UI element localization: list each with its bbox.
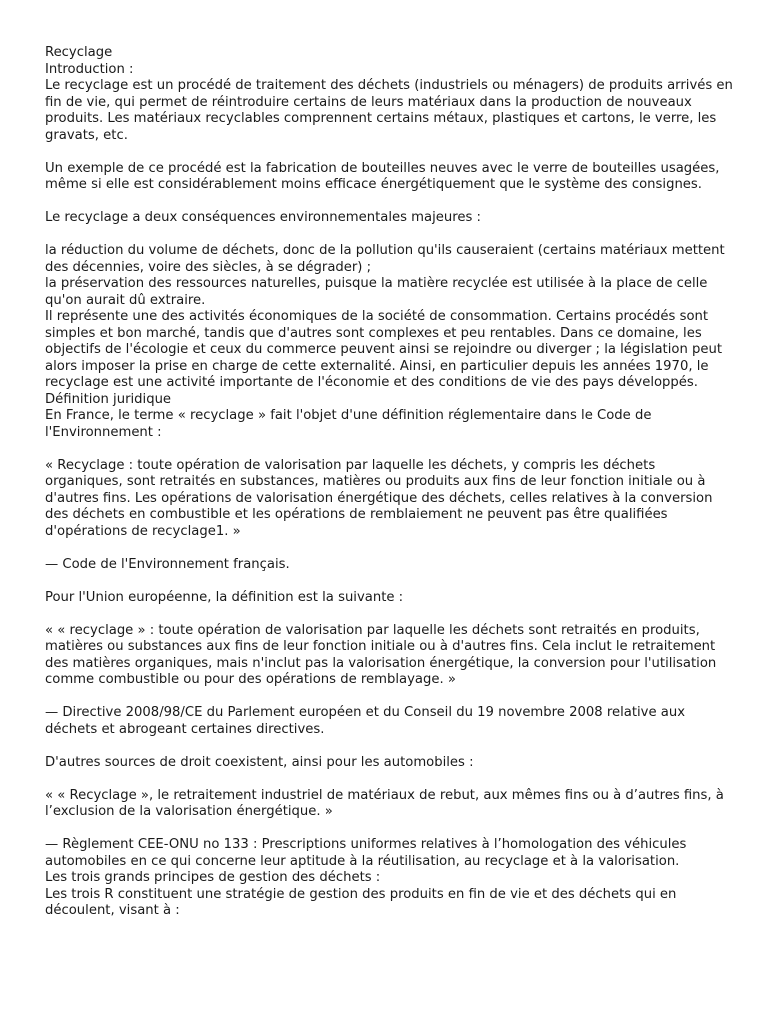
- paragraph-spacer: [45, 771, 735, 788]
- automobile-definition-quote: « « Recyclage », le retraitement industriel de matériaux de rebut, aux mêmes fins ou à d’autres fins, à l’exclusion de la valorisation énergétique. »: [45, 787, 729, 819]
- legal-definition-heading: Définition juridique: [45, 391, 172, 407]
- france-quote-source: — Code de l'Environnement français.: [45, 556, 290, 572]
- paragraph-spacer: [45, 441, 735, 458]
- document-page: [45, 45, 738, 920]
- paragraph-spacer: [45, 606, 735, 623]
- automobile-quote-source: — Règlement CEE-ONU no 133 : Prescriptions uniformes relatives à l’homologation des véhicules automobiles en ce qui concerne leur aptitude à la réutilisation, au recyclage et à la valorisation.: [45, 837, 691, 869]
- consequence-item-2: la préservation des ressources naturelles, puisque la matière recyclée est utilisée à la place de celle qu'on aurait dû extraire.: [45, 276, 712, 308]
- paragraph-spacer: [45, 227, 735, 244]
- eu-intro-paragraph: Pour l'Union européenne, la définition est la suivante :: [45, 589, 404, 605]
- france-definition-quote: « Recyclage : toute opération de valorisation par laquelle les déchets, y compris les déchets organiques, sont retraités en substances, matières ou produits aux fins de leur fonction initiale ou à d'autres fins. Les opérations de valorisation énergétique des déchets, celles relatives à la conversion des déchets en combustible et les opérations de remblaiement ne peuvent pas être qualifiées d'opérations de recyclage1. »: [45, 457, 717, 539]
- principles-paragraph: Les trois R constituent une stratégie de gestion des produits en fin de vie et des déchets qui en découlent, visant à :: [45, 886, 681, 918]
- paragraph-spacer: [45, 573, 735, 590]
- automobile-intro-paragraph: D'autres sources de droit coexistent, ainsi pour les automobiles :: [45, 754, 474, 770]
- intro-paragraph-2: Un exemple de ce procédé est la fabrication de bouteilles neuves avec le verre de bouteilles usagées, même si elle est considérablement moins efficace énergétiquement que le système des consignes.: [45, 160, 724, 192]
- france-intro-paragraph: En France, le terme « recyclage » fait l'objet d'une définition réglementaire dans le Code de l'Environnement :: [45, 408, 656, 440]
- economy-paragraph: Il représente une des activités économiques de la société de consommation. Certains procédés sont simples et bon marché, tandis que d'autres sont complexes et peu rentables. Dans ce domaine, les objectifs de l'écologie et ceux du commerce peuvent ainsi se rejoindre ou diverger ; la législation peut alors imposer la prise en charge de cette externalité. Ainsi, en particulier depuis les années 1970, le recyclage est une activité importante de l'économie et des conditions de vie des pays développés.: [45, 309, 727, 390]
- paragraph-spacer: [45, 821, 735, 838]
- paragraph-spacer: [45, 738, 735, 755]
- document-title: Recyclage: [45, 45, 113, 60]
- paragraph-spacer: [45, 689, 735, 706]
- intro-heading: Introduction :: [45, 61, 134, 77]
- principles-heading: Les trois grands principes de gestion des déchets :: [45, 870, 381, 885]
- paragraph-spacer: [45, 194, 735, 211]
- intro-paragraph-1: Le recyclage est un procédé de traitement des déchets (industriels ou ménagers) de produits arrivés en fin de vie, qui permet de réintroduire certains de leurs matériaux dans la production de nouveaux produits. Les matériaux recyclables comprennent certains métaux, plastiques et cartons, le verre, les gravats, etc.: [45, 78, 738, 143]
- intro-paragraph-3: Le recyclage a deux conséquences environnementales majeures :: [45, 210, 481, 225]
- consequence-item-1: la réduction du volume de déchets, donc de la pollution qu'ils causeraient (certains matériaux mettent des décennies, voire des siècles, à se dégrader) ;: [45, 243, 729, 275]
- eu-definition-quote: « « recyclage » : toute opération de valorisation par laquelle les déchets sont retraités en produits, matières ou substances aux fins de leur fonction initiale ou à d'autres fins. Cela inclut le retraitement des matières organiques, mais n'inclut pas la valorisation énergétique, la conversion pour l'utilisation comme combustible ou pour des opérations de remblayage. »: [45, 622, 721, 687]
- paragraph-spacer: [45, 540, 735, 557]
- eu-quote-source: — Directive 2008/98/CE du Parlement européen et du Conseil du 19 novembre 2008 relative aux déchets et abrogeant certaines directives.: [45, 705, 690, 737]
- paragraph-spacer: [45, 144, 735, 161]
